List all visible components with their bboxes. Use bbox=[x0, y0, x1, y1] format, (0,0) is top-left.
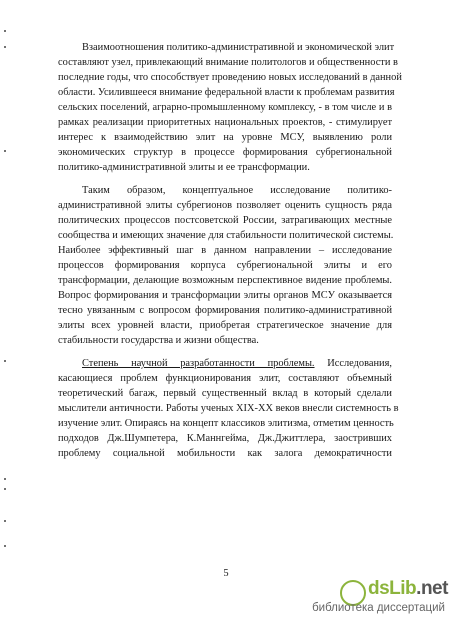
watermark-subtitle: библиотека диссертаций bbox=[312, 602, 445, 614]
text-line: теоретический багаж, первый существенный вклад в который сделали bbox=[58, 388, 392, 399]
text-line: составляют узел, привлекающий внимание политологов и общественности в bbox=[58, 57, 398, 68]
section-heading: Степень научной разработанности проблемы. bbox=[82, 358, 315, 369]
text-line: Взаимоотношения политико-административной и экономической элит bbox=[82, 42, 395, 53]
site-watermark bbox=[300, 578, 448, 618]
heading-continuation: Исследования, bbox=[327, 358, 392, 369]
text-line: элиты всех уровней власти, приобретая стратегическое значение для bbox=[58, 320, 392, 331]
text-line: сельских поселений, аграрно-промышленному комплексу, - в том числе и в bbox=[58, 102, 392, 113]
text-line: Наиболее эффективный шаг в данном направлении – исследование bbox=[58, 245, 392, 256]
text-line: административной элиты субрегионов позволяет оценить сущность ряда bbox=[58, 200, 392, 211]
page-number: 5 bbox=[223, 568, 229, 579]
text-line: Таким образом, концептуальное исследование политико- bbox=[82, 185, 392, 196]
text-line: подходов Дж.Шумпетера, К.Маннгейма, Дж.Джиттлера, заостривших bbox=[58, 433, 392, 444]
text-line: процессов формирования корпуса субрегиональной элиты и его bbox=[58, 260, 392, 271]
text-line: экономических структур в процессе формирования субрегиональной bbox=[58, 147, 392, 158]
text-line: сообщества и имеющих значение для стабильности политической системы. bbox=[58, 230, 394, 241]
watermark-logo: dsLib.net bbox=[368, 578, 448, 599]
text-line: стабильности государства и жизни общества. bbox=[58, 335, 259, 346]
text-line bbox=[82, 357, 392, 370]
text-line: изучение элит. Опираясь на концепт классиков элитизма, отметим ценность bbox=[58, 418, 394, 429]
text-line: трансформации, делающие возможным перспективное видение проблемы. bbox=[58, 275, 392, 286]
text-line: Вопрос формирования и трансформации элиты органов МСУ оказывается bbox=[58, 290, 392, 301]
text-line: проблему социальной мобильности как залога демократичности bbox=[58, 448, 392, 459]
text-line: касающиеся проблем функционирования элит, составляют объемный bbox=[58, 373, 392, 384]
text-line: рамках реализации приоритетных национальных проектов, - стимулирует bbox=[58, 117, 392, 128]
text-line: области. Усилившееся внимание федеральной власти к проблемам развития bbox=[58, 87, 395, 98]
text-line: политических процессов постсоветской России, затрагивающих местные bbox=[58, 215, 392, 226]
text-line: политико-административной элиты и ее трансформации. bbox=[58, 162, 310, 173]
text-line: интерес к взаимодействию элит на уровне МСУ, выявлению роли bbox=[58, 132, 392, 143]
text-line: последние годы, что способствует проведению новых исследований в данной bbox=[58, 72, 402, 83]
text-line: тесно увязанным с вопросом формирования политико-административной bbox=[58, 305, 392, 316]
text-line: мыслители античности. Работы ученых XIX-XX веков внесли системность в bbox=[58, 403, 399, 414]
